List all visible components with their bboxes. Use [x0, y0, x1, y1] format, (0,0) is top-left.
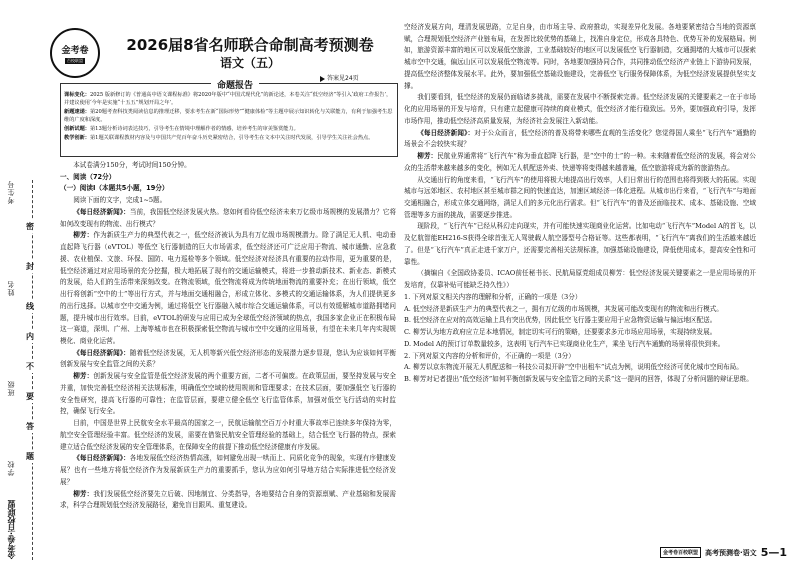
instruction: 阅读下面的文字，完成1~5题。 [73, 196, 167, 205]
binding-mark: 答 [26, 422, 34, 431]
binding-label-school: 学校 [7, 460, 15, 476]
page-number: 5—1 [760, 546, 787, 559]
section-heading: 一、阅读（72分） [60, 172, 116, 181]
option-letter: A. [404, 304, 411, 313]
answer-option[interactable] [404, 339, 756, 351]
option-text: 柳芳以京东物流开展无人机配送和一科技公司拟开辟“空中出租车”试点为例，说明低空经济可优化城市空间布局。 [413, 363, 743, 372]
binding-mark: 封 [26, 262, 34, 271]
speaker-label: 柳芳： [73, 231, 94, 240]
paragraph-text: 各地发展低空经济热情高涨，如何避免出现一哄而上、同质化竞争的现象，实现有序健康发展？也有一些地方将低空经济作为发展新质生产力的重要抓手，您认为应如何引导地方结合实际推进低空经济发展？ [60, 454, 396, 486]
option-text: 低空经济在应对的高效运输上具有突出优势，因此低空飞行器主要应用于应急物资运输与偏远地区配送。 [413, 316, 717, 325]
report-heading: 命题报告 [211, 78, 259, 91]
exam-subtitle: 语文（五） [219, 56, 280, 70]
passage-paragraph [60, 489, 396, 512]
paragraph-text: 空经济发展方向，理清发展思路，立足自身，由市场主导、政府推动，实现差异化发展。各地要紧密结合当地的资源禀赋，合理规划低空经济产业链布局，在发挥比较优势的基础上，找准自身定位，形成各具特色、优势互补的发展格局。例如，旅游资源丰富的地区可以发展低空旅游，工业基础较好的地区可以发展低空飞行器制造，交通拥堵的大城市可以探索城市空中交通，偏远山区可以发展低空物流等。同时，各地要加强协同合作，共同推动低空经济产业链上下游协同发展，提高低空经济整体发展水平。此外，要加强低空基础设施建设，完善低空飞行服务保障体系，为低空经济发展提供坚实支撑。 [404, 23, 756, 90]
option-letter: D. [404, 339, 412, 348]
speaker-label: 《每日经济新闻》： [73, 348, 130, 357]
passage-paragraph [60, 453, 396, 488]
passage-paragraph [60, 418, 396, 453]
triangle-icon [320, 76, 325, 82]
passage-paragraph [404, 128, 756, 151]
exam-title: 2026届8省名师联合命制高考预测卷 [126, 36, 374, 54]
passage-paragraph [404, 221, 756, 268]
speaker-label: 柳芳： [73, 372, 94, 381]
option-text: 柳芳对记者提出“低空经济”如何平衡创新发展与安全监管之间的关系”这一提问的回答，体现了分析问题的辩证思维。 [413, 375, 753, 384]
option-letter: A. [404, 363, 411, 372]
answer-option[interactable] [404, 374, 756, 386]
option-letter: C. [404, 328, 411, 337]
report-item-label: 创新试题： [64, 126, 90, 133]
report-box [60, 83, 398, 157]
passage-paragraph [60, 207, 396, 230]
option-letter: B. [404, 375, 411, 384]
subsection-heading: （一）阅读Ⅰ（本题共5小题，19分） [60, 184, 169, 193]
passage-paragraph [404, 22, 756, 92]
paragraph-text: 我们发展低空经济要先立后破、因地制宜、分类指导，各地要结合自身的资源禀赋、产业基础和发展需求，科学合理规划低空经济发展路径，避免盲目跟风、重复建设。 [60, 489, 397, 510]
passage-paragraph [404, 151, 756, 174]
answer-reference-text: 答案见24页 [327, 75, 359, 82]
report-item-text: 2025 版新修订的《普通高中语文课程标准》将2020年版中“中国式现代化”的新论述，本卷关注“低空经济”等引入‘政府工作报告’，并建议使用‘今年是实施“十五五”规划开局之年’。 [64, 92, 392, 107]
speaker-label: 《每日经济新闻》： [73, 207, 130, 216]
report-item [64, 108, 394, 124]
report-item [64, 91, 394, 107]
report-item [64, 134, 394, 142]
binding-mark: 要 [26, 392, 34, 401]
binding-mark: 线 [26, 302, 34, 311]
speaker-label: 《每日经济新闻》： [417, 128, 475, 137]
option-letter: B. [404, 316, 411, 325]
exam-note: 本试卷满分150分，考试时间150分钟。 [73, 161, 191, 169]
option-text: 柳芳认为地方政府应立足本地情况，制定切实可行的策略，还要要求多元市场应用场景，实现持续发展。 [413, 328, 717, 337]
paragraph-text: 现阶段，“飞行汽车”已经从科幻走向现实，并有可能快速实现商业化运营。比如电动“飞行汽车”Model A的首飞，以及亿航智能EH216-S获得全球首张无人驾驶载人航空器型号合格证等。这些都表明，“飞行汽车”离我们的生活越来越近了。但是“飞行汽车”真正走进千家万户，还需要完善相关法规标准，加强基础设施建设，降低使用成本，提高安全性和可靠性。 [404, 222, 756, 266]
answer-option[interactable] [404, 315, 756, 327]
question-stem: 2. 下列对原文内容的分析和评价，不正确的一项是（3分） [404, 351, 575, 360]
paragraph-text: 创新发展与安全监管是低空经济发展的两个重要方面，二者不可偏废。在政策层面，要坚持发展与安全并重，加快完善低空经济相关法规标准，明确低空空域的使用规则和管理要求；在技术层面，要加强低空飞行器的安全性研究，提高飞行器的可靠性；在监管层面，要建立健全低空飞行监管体系，加强对低空飞行活动的实时监控，确保飞行安全。 [60, 372, 397, 416]
footer-label: 高考预测卷·语文 [705, 548, 757, 557]
speaker-label: 《每日经济新闻》： [73, 454, 130, 463]
option-text: 低空经济是新质生产力的典型代表之一，拥有万亿级的市场规模，其发展可能改变现有的物流和出行模式。 [413, 304, 723, 313]
footer-brand: 金考卷百校联盟 [660, 547, 701, 558]
passage-paragraph [60, 230, 396, 347]
paragraph-text: 当前，我国低空经济发展火热。您如何看待低空经济未来万亿级市场规模的发展潜力？它将如何改变现有的物流、出行模式？ [60, 207, 396, 228]
question-stem: 1. 下列对原文相关内容的理解和分析，正确的一项是（3分） [404, 292, 582, 301]
binding-label-name: 姓名 [7, 280, 15, 296]
paragraph-text: 我们要看到，低空经济的发展仍面临诸多挑战，需要在发展中不断探索完善。低空经济发展的关键要素之一在于市场化的应用场景的开发与培育，只有建立起健康可持续的商业模式，低空经济才能行稳致远。另外，要加强政府引导，发挥市场作用，推动低空经济高质量发展，为经济社会发展注入新动能。 [404, 93, 756, 125]
speaker-label: 柳芳： [417, 152, 438, 161]
binding-label-class: 班级 [7, 380, 15, 396]
passage-paragraph [404, 175, 756, 222]
paragraph-text: 民航业界通常将“飞行汽车”称为垂直起降飞行器，是“空中的士”的一种。未来随着低空经济的发展，将会对公众的生活带来越来越多的变化，例如无人机配送外卖、快递等将变得越来越普遍，低空旅游将成为新的旅游热点。 [404, 152, 757, 172]
report-content [64, 91, 394, 143]
paragraph-text: 从交通出行的角度来看，“飞行汽车”的使用将极大地提高出行效率，人们日常出行的范围也将得到极大的拓展。实现城市与远郊地区、农村地区甚至城市群之间的快速直达，加速区域经济一体化进程。从城市出行来看，“飞行汽车”与地面交通相融合，形成立体交通网络，满足人们的多元化出行需求。但“飞行汽车”的普及还面临技术、成本、基础设施、空域管理等多方面的挑战，需要逐步推进。 [404, 175, 756, 219]
report-item [64, 125, 394, 133]
report-item-label: 课标变化： [64, 92, 90, 98]
answer-option[interactable] [404, 304, 756, 316]
logo-text: 金考卷 [61, 45, 89, 56]
binding-brand: 金考卷·百校联盟 [7, 500, 16, 560]
passage-paragraph [60, 371, 396, 418]
paragraph-text: 目前，中国是世界上民航安全水平最高的国家之一，民航运输航空百万小时重大事故率已连续多年保持为零，航空安全管理经验丰富。低空经济的发展，需要在借鉴民航安全管理经验的基础上，结合低空飞行器的特点，探索建立适合低空经济发展的安全管理体系，在保障安全的前提下推动低空经济健康有序发展。 [60, 419, 396, 451]
passage-paragraph [404, 92, 756, 127]
binding-mark: 密 [26, 222, 34, 231]
binding-label-student-id: 考生号 [7, 180, 15, 204]
paragraph-text: 随着低空经济发展，无人机等新兴低空经济形态的发展潜力逐步显现，您认为应该如何平衡创新发展与安全监管之间的关系？ [60, 348, 396, 369]
brand-logo [50, 28, 100, 78]
right-column [404, 22, 756, 386]
speaker-label: 柳芳： [73, 489, 94, 498]
answer-option[interactable] [404, 327, 756, 339]
paragraph-text: 作为新质生产力的典型代表之一，低空经济被认为具有万亿级市场规模潜力。除了满足无人机、电动垂直起降飞行器（eVTOL）等低空飞行器制造的巨大市场需求，低空经济还可广泛应用于物流、城市通勤、应急救援、农业植保、文旅、环保、国防、电力巡检等多个领域。低空经济对经济具有重要的拉动作用，更为重要的是，低空经济通过对应用场景的充分挖掘，极大地拓展了现有的交通运输模式，将进一步推动新技术、新业态、新模式的发展，给人们的生活带来深刻改变。在物流领域，低空物流将成为传统地面物流的重要补充；在出行领域，低空出行将创新“空中的士”等出行方式，并与地面交通相融合，形成立体化、多模式的交通运输体系，为人们提供更多的出行选择。以城市空中交通为例，通过将低空飞行器融入城市综合交通运输体系，可以有效缓解城市道路拥堵问题，提升城市出行效率。目前，eVTOL的研发与应用已成为全球低空经济领域的热点，我国多家企业正在积极布局这一赛道，深圳、广州、上海等城市也在积极探索低空物流与城市空中交通的应用场景，有望在未来几年内实现规模化、商业化运营。 [60, 231, 397, 346]
answer-reference [320, 73, 359, 82]
logo-subtext: 百校联盟 [67, 57, 83, 63]
option-text: Model A的预订订单数量较多，这表明飞行汽车已实现商业化生产，乘坐飞行汽车通勤的场景将很快到来。 [413, 339, 725, 348]
report-item-label: 教学创新： [64, 135, 90, 142]
report-item-text: 第20题考查科技类阅读信息的推理迁移，要求考生在新“国际形势”“健康体检”等主题中展示知识转化与关联能力，有利于加强考生思维的广度和深度。 [64, 109, 393, 124]
report-item-label: 新题速递： [64, 109, 90, 116]
left-column [60, 160, 396, 512]
binding-mark: 内 [26, 332, 34, 341]
passage-paragraph [60, 348, 396, 371]
source-citation: （摘编自《全国政协委员、ICAO前任秘书长、民航局原党组成员柳芳：低空经济发展关键要素之一是应用场景的开发培育，仅靠补贴可能缺乏持久性》） [404, 269, 756, 290]
binding-mark: 题 [26, 452, 34, 461]
report-item-text: 第1题关联课程教材内容及与中国共产党百年奋斗历史紧密结合，引导考生在文本中关注时代发展，引导学生关注社会热点。 [89, 135, 374, 142]
answer-option[interactable] [404, 362, 756, 374]
paragraph-text: 对于公众而言，低空经济的普及将带来哪些直观的生活变化？您觉得国人乘坐“飞行汽车”通勤的场景会不会较快实现？ [404, 128, 756, 149]
page-footer [660, 546, 787, 559]
binding-mark: 不 [26, 362, 34, 371]
report-item-text: 第13题分析诗词表达技巧，引导考生在情境中理解作者的情感，培养考生的审美鉴赏能力。 [89, 126, 299, 133]
